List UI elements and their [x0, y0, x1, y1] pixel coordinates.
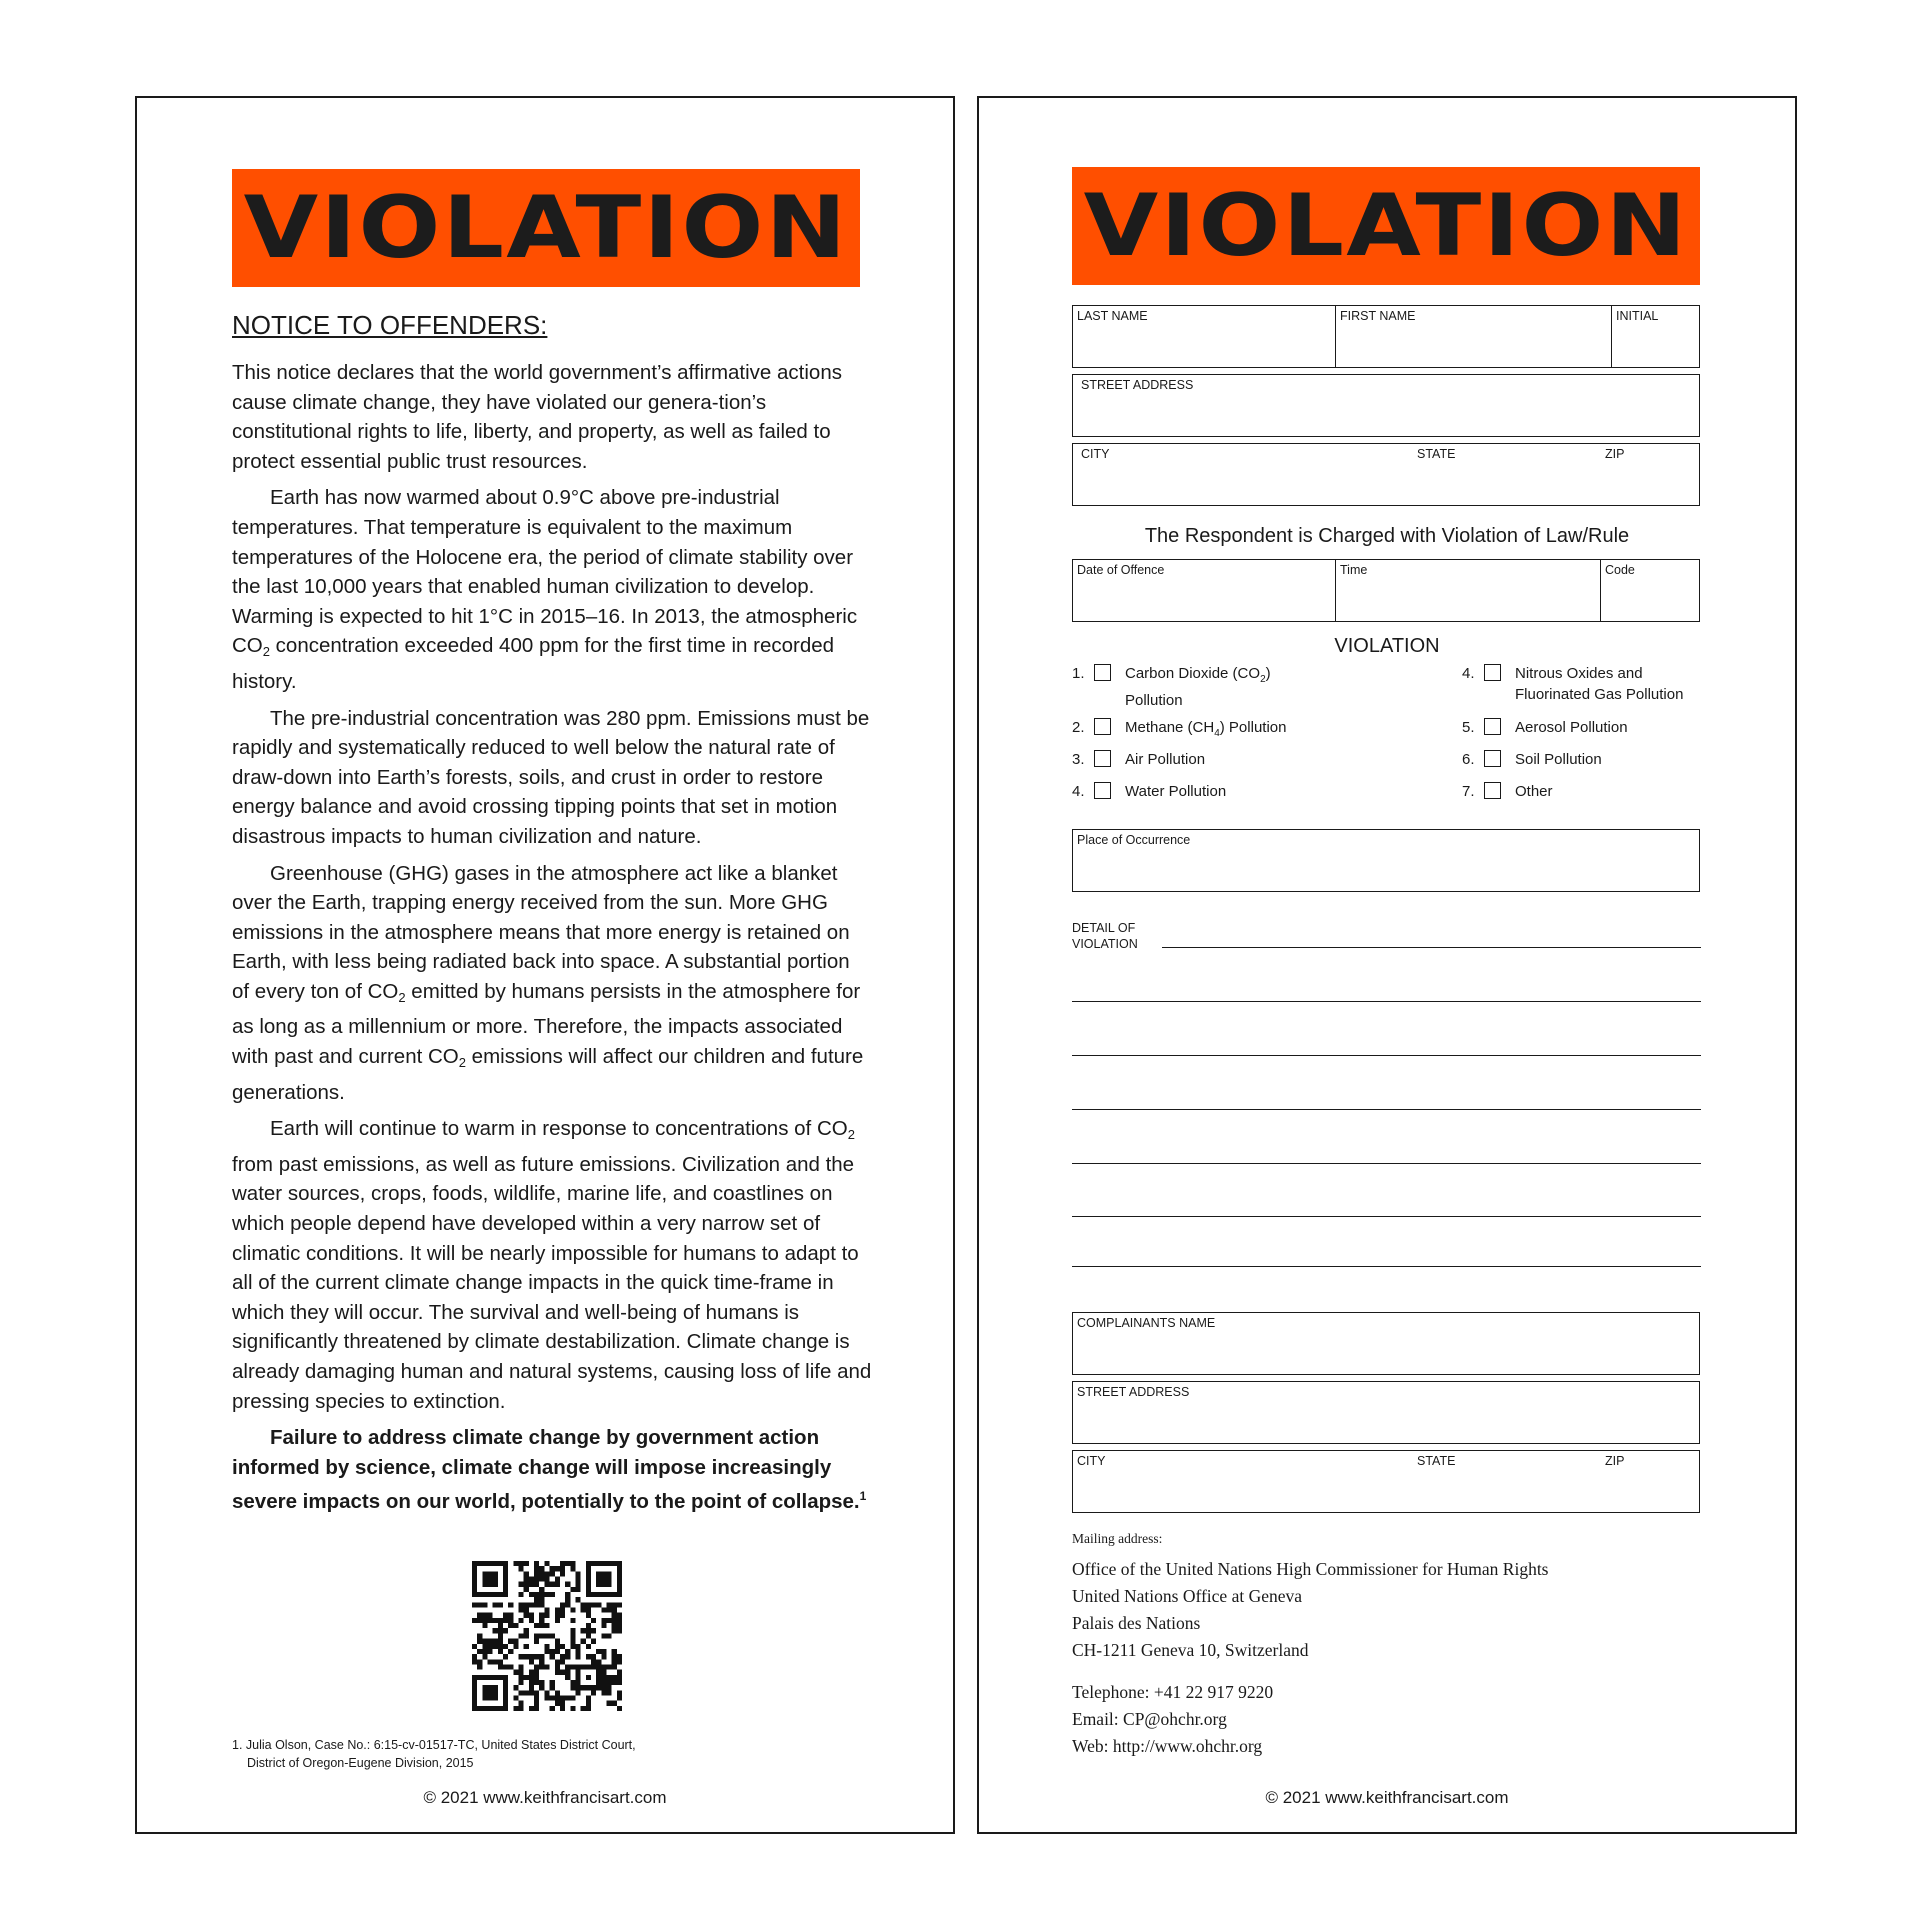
- field-label: LAST NAME: [1077, 309, 1148, 323]
- paragraph-text: Earth has now warmed about 0.9°C above pre-industrial temperatures. That temperature is equivalent to the maximum temperatures of the Holocene era, the period of climate stability over the last 10,000 years that enabled human civilization to develop. Warming is expected to hit 1°C in 2015–16. In 2013, the atmospheric CO: [232, 486, 858, 658]
- field-label-wrap: [1073, 830, 1373, 891]
- city-state-zip-row[interactable]: [1072, 443, 1700, 506]
- item-number: 7.: [1462, 783, 1475, 800]
- mailing-label: Mailing address:: [1072, 1531, 1163, 1546]
- item-number: 6.: [1462, 751, 1475, 768]
- notice-paragraph: [232, 483, 872, 696]
- complainant-name-field[interactable]: [1072, 1312, 1700, 1375]
- detail-line[interactable]: [1072, 1266, 1701, 1267]
- violation-item-methane[interactable]: [1072, 717, 1286, 744]
- subscript: 2: [458, 1055, 466, 1071]
- paragraph-text: Greenhouse (GHG) gases in the atmosphere act like a blanket over the Earth, trapping energy received from the sun. More GHG emissions in the atmosphere means that more energy is retained on Earth, with less being radiated back into space. A substantial portion of every ton of CO: [232, 861, 850, 1003]
- paragraph-text: Failure to address climate change by government action informed by science, climate change will impose increasingly severe impacts on our world, potentially to the point of collapse.: [232, 1426, 860, 1514]
- street-address-field[interactable]: [1072, 374, 1700, 437]
- field-label: ZIP: [1605, 1454, 1625, 1468]
- detail-label-line: DETAIL OF: [1072, 921, 1136, 935]
- footnote-line: District of Oregon-Eugene Division, 2015: [247, 1756, 474, 1770]
- first-name-field[interactable]: [1335, 306, 1611, 367]
- checkbox[interactable]: [1094, 664, 1111, 681]
- address-line: CH-1211 Geneva 10, Switzerland: [1072, 1640, 1309, 1660]
- footnote-marker: 1: [859, 1489, 867, 1504]
- field-label: FIRST NAME: [1340, 309, 1416, 323]
- banner-text: VIOLATION: [243, 178, 849, 278]
- item-label: [1515, 663, 1683, 705]
- notice-paragraph: [232, 704, 872, 852]
- offence-row: [1072, 559, 1700, 622]
- field-label: STATE: [1417, 447, 1456, 461]
- subscript: 2: [262, 644, 270, 660]
- address-line: Office of the United Nations High Commissioner for Human Rights: [1072, 1559, 1549, 1579]
- checkbox[interactable]: [1484, 750, 1501, 767]
- footnote: [232, 1736, 636, 1772]
- banner-text: VIOLATION: [1083, 176, 1689, 276]
- checkbox[interactable]: [1094, 782, 1111, 799]
- field-label-wrap: [1073, 1382, 1373, 1443]
- item-number: 2.: [1072, 719, 1085, 736]
- paragraph-text: emitted by humans persists in the atmosphere for as long as a millennium or more. Therefore, the impacts associated with past and current CO: [232, 979, 861, 1069]
- field-label: ZIP: [1605, 447, 1625, 461]
- violation-item-other[interactable]: [1462, 781, 1553, 802]
- email-link[interactable]: Email: CP@ohchr.org: [1072, 1709, 1227, 1729]
- field-label: Date of Offence: [1077, 563, 1165, 577]
- telephone: Telephone: +41 22 917 9220: [1072, 1682, 1274, 1702]
- paragraph-text: This notice declares that the world government’s affirmative actions cause climate change, they have violated our genera-tion’s constitutional rights to life, liberty, and property, as well as failed to protect essential public trust resources.: [232, 361, 842, 473]
- qr-code-icon[interactable]: [472, 1561, 622, 1711]
- item-label: Soil Pollution: [1515, 751, 1602, 768]
- item-number: 5.: [1462, 719, 1475, 736]
- label-text: ) Pollution: [1219, 719, 1287, 736]
- notice-paragraph: [232, 358, 872, 476]
- city-label: [1073, 1451, 1273, 1512]
- code-field[interactable]: [1600, 560, 1699, 621]
- checkbox[interactable]: [1094, 718, 1111, 735]
- field-label: CITY: [1077, 1454, 1106, 1468]
- item-label: [1125, 663, 1271, 711]
- last-name-field[interactable]: [1073, 306, 1335, 367]
- notice-page: [135, 96, 955, 1834]
- name-row: [1072, 305, 1700, 368]
- date-of-offence-field[interactable]: [1073, 560, 1335, 621]
- field-label-wrap: [1073, 1313, 1373, 1374]
- label-text: ): [1265, 665, 1271, 682]
- violation-item-soil[interactable]: [1462, 749, 1602, 770]
- city-label: [1077, 444, 1277, 505]
- checkbox[interactable]: [1484, 664, 1501, 681]
- violation-form-page: [977, 96, 1797, 1834]
- detail-line[interactable]: [1072, 1055, 1701, 1056]
- field-label-wrap: [1077, 375, 1377, 436]
- checkbox[interactable]: [1484, 718, 1501, 735]
- subscript: 2: [398, 989, 406, 1005]
- item-label: [1125, 717, 1286, 744]
- paragraph-text: concentration exceeded 400 ppm for the first time in recorded history.: [232, 634, 835, 693]
- detail-line[interactable]: [1072, 1216, 1701, 1217]
- web-link[interactable]: Web: http://www.ohchr.org: [1072, 1736, 1263, 1756]
- complainant-street-field[interactable]: [1072, 1381, 1700, 1444]
- subscript: 2: [1260, 674, 1266, 685]
- charged-heading: The Respondent is Charged with Violation of Law/Rule: [1144, 525, 1630, 547]
- detail-line[interactable]: [1162, 947, 1701, 948]
- notice-body: [232, 358, 872, 1524]
- field-label: STREET ADDRESS: [1077, 1385, 1190, 1399]
- field-label: STREET ADDRESS: [1081, 378, 1194, 392]
- state-label: [1413, 444, 1513, 505]
- item-number: 3.: [1072, 751, 1085, 768]
- notice-paragraph: [232, 1114, 872, 1416]
- field-label: COMPLAINANTS NAME: [1077, 1316, 1216, 1330]
- field-label: Code: [1605, 563, 1635, 577]
- field-label: INITIAL: [1616, 309, 1659, 323]
- item-number: 4.: [1072, 783, 1085, 800]
- paragraph-text: emissions will affect our children and future generations.: [232, 1045, 864, 1104]
- zip-label: [1601, 444, 1681, 505]
- notice-paragraph: [232, 859, 872, 1108]
- paragraph-text: Earth will continue to warm in response to concentrations of CO: [270, 1117, 848, 1141]
- item-label: Aerosol Pollution: [1515, 719, 1628, 736]
- checkbox[interactable]: [1484, 782, 1501, 799]
- label-text: Fluorinated Gas Pollution: [1515, 686, 1684, 703]
- violation-item-air[interactable]: [1072, 749, 1205, 770]
- zip-label: [1601, 1451, 1681, 1512]
- label-text: Methane (CH: [1125, 719, 1215, 736]
- time-field[interactable]: [1335, 560, 1600, 621]
- detail-label: [1072, 920, 1138, 952]
- violation-banner: [232, 169, 860, 287]
- item-label: Water Pollution: [1125, 783, 1227, 800]
- paragraph-text: from past emissions, as well as future emissions. Civilization and the water sources, crops, foods, wildlife, marine life, and coastlines on which people depend have developed within a very narrow set of climatic conditions. It will be nearly impossible for humans to adapt to all of the current climate change impacts in the quick time-frame in which they will occur. The survival and well-being of humans is significantly threatened by climate destabilization. Climate change is already damaging human and natural systems, causing loss of life and pressing species to extinction.: [232, 1152, 872, 1413]
- label-text: Carbon Dioxide (CO: [1125, 665, 1261, 682]
- paragraph-text: The pre-industrial concentration was 280 ppm. Emissions must be rapidly and systematically reduced to well below the natural rate of draw-down into Earth’s forests, soils, and crust in order to restore energy balance and avoid crossing tipping points that set in motion disastrous impacts to human civilization and nature.: [232, 706, 870, 848]
- violation-item-nitrous[interactable]: [1462, 663, 1683, 705]
- detail-line[interactable]: [1072, 1109, 1701, 1110]
- place-of-occurrence-field[interactable]: [1072, 829, 1700, 892]
- item-label: Air Pollution: [1125, 751, 1206, 768]
- copyright: © 2021 www.keithfrancisart.com: [1265, 1788, 1509, 1807]
- field-label: STATE: [1417, 1454, 1456, 1468]
- field-label: Time: [1340, 563, 1368, 577]
- initial-field[interactable]: [1611, 306, 1699, 367]
- copyright: © 2021 www.keithfrancisart.com: [423, 1788, 667, 1807]
- item-label: Other: [1515, 783, 1553, 800]
- detail-line[interactable]: [1072, 1163, 1701, 1164]
- item-number: 4.: [1462, 665, 1475, 682]
- field-label: CITY: [1081, 447, 1110, 461]
- subscript: 4: [1214, 728, 1220, 739]
- violation-list-title: VIOLATION: [1334, 635, 1440, 657]
- violation-item-water[interactable]: [1072, 781, 1226, 802]
- label-text: Nitrous Oxides and: [1515, 665, 1643, 682]
- detail-line[interactable]: [1072, 1001, 1701, 1002]
- checkbox[interactable]: [1094, 750, 1111, 767]
- contact-info: [1072, 1679, 1273, 1760]
- notice-heading: NOTICE TO OFFENDERS:: [232, 310, 548, 340]
- violation-item-co2[interactable]: [1072, 663, 1271, 711]
- field-label: Place of Occurrence: [1077, 833, 1191, 847]
- item-number: 1.: [1072, 665, 1085, 682]
- bold-conclusion: [232, 1423, 872, 1517]
- label-text: Pollution: [1125, 692, 1183, 709]
- footnote-line: 1. Julia Olson, Case No.: 6:15-cv-01517-TC, United States District Court,: [232, 1738, 636, 1752]
- detail-label-line: VIOLATION: [1072, 937, 1138, 951]
- address-line: Palais des Nations: [1072, 1613, 1201, 1633]
- complainant-city-state-zip-row[interactable]: [1072, 1450, 1700, 1513]
- state-label: [1413, 1451, 1513, 1512]
- subscript: 2: [847, 1127, 855, 1143]
- violation-item-aerosol[interactable]: [1462, 717, 1628, 738]
- mailing-address: [1072, 1556, 1549, 1664]
- address-line: United Nations Office at Geneva: [1072, 1586, 1303, 1606]
- violation-banner: [1072, 167, 1700, 285]
